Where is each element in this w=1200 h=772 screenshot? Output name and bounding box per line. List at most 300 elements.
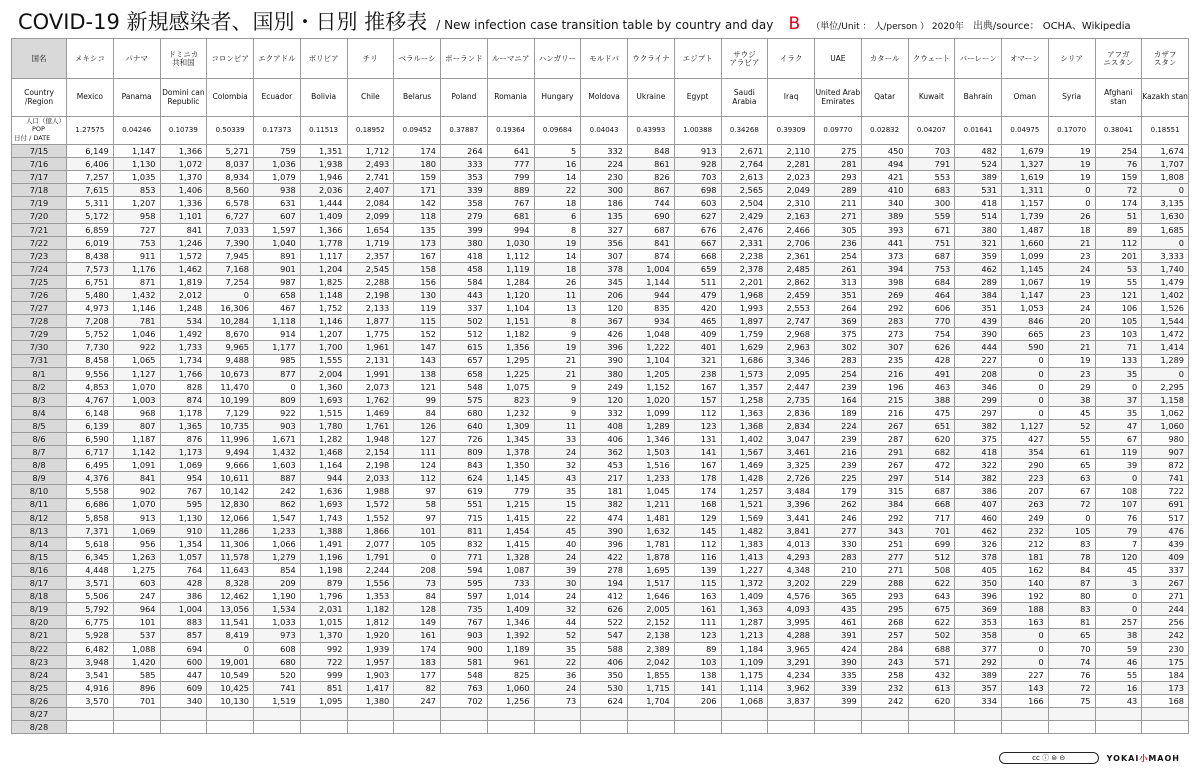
case-count-cell: 0 — [1002, 393, 1049, 406]
case-count-cell: 8 — [534, 223, 581, 236]
case-count-cell: 401 — [674, 341, 721, 354]
case-count-cell: 7,168 — [207, 262, 254, 275]
case-count-cell: 35 — [534, 642, 581, 655]
case-count-cell: 472 — [908, 459, 955, 472]
case-count-cell: 283 — [815, 550, 862, 563]
case-count-cell: 1,428 — [721, 472, 768, 485]
case-count-cell: 43 — [1095, 694, 1142, 707]
case-count-cell: 307 — [861, 341, 908, 354]
case-count-cell: 851 — [300, 681, 347, 694]
case-count-cell: 764 — [160, 564, 207, 577]
case-count-cell: 1,503 — [628, 446, 675, 459]
case-count-cell: 753 — [113, 236, 160, 249]
case-count-cell: 138 — [674, 668, 721, 681]
country-name-jp: カタール — [861, 39, 908, 79]
case-count-cell: 7,730 — [67, 341, 114, 354]
case-count-cell: 26 — [1048, 210, 1095, 223]
case-count-cell: 399 — [815, 694, 862, 707]
case-count-cell: 2,073 — [347, 380, 394, 393]
case-count-cell: 5 — [534, 145, 581, 158]
case-count-cell: 1,415 — [487, 537, 534, 550]
case-count-cell: 295 — [861, 603, 908, 616]
case-count-cell: 0 — [254, 380, 301, 393]
case-count-cell: 11 — [534, 289, 581, 302]
case-count-cell: 389 — [955, 668, 1002, 681]
case-count-cell: 1,104 — [628, 354, 675, 367]
case-count-cell: 658 — [254, 289, 301, 302]
case-count-cell: 279 — [441, 210, 488, 223]
case-count-cell: 7,390 — [207, 236, 254, 249]
case-count-cell: 350 — [955, 577, 1002, 590]
case-count-cell: 1,707 — [1142, 158, 1189, 171]
case-count-cell — [347, 708, 394, 721]
case-count-cell: 1,409 — [300, 210, 347, 223]
case-count-cell: 212 — [1002, 537, 1049, 550]
case-count-cell: 1,469 — [347, 406, 394, 419]
case-count-cell: 145 — [674, 524, 721, 537]
case-count-cell: 1,046 — [113, 328, 160, 341]
case-count-cell: 409 — [1142, 550, 1189, 563]
case-count-cell — [1002, 708, 1049, 721]
case-count-cell: 227 — [955, 354, 1002, 367]
case-count-cell: 332 — [581, 145, 628, 158]
case-count-cell: 441 — [861, 236, 908, 249]
case-count-cell: 373 — [861, 249, 908, 262]
case-count-cell: 1,311 — [1002, 184, 1049, 197]
table-row — [12, 655, 1189, 668]
case-count-cell: 907 — [1142, 446, 1189, 459]
case-count-cell: 11,306 — [207, 537, 254, 550]
case-count-cell: 163 — [674, 590, 721, 603]
case-count-cell: 3,484 — [768, 485, 815, 498]
case-count-cell: 38 — [1095, 629, 1142, 642]
case-count-cell: 40 — [534, 537, 581, 550]
case-count-cell: 44 — [534, 616, 581, 629]
case-count-cell: 534 — [160, 315, 207, 328]
case-count-cell: 357 — [955, 681, 1002, 694]
case-count-cell: 10,284 — [207, 315, 254, 328]
case-count-cell: 1,482 — [721, 524, 768, 537]
logo-part-b: 小 — [1139, 753, 1149, 763]
case-count-cell: 267 — [1142, 577, 1189, 590]
case-count-cell — [441, 721, 488, 734]
case-count-cell: 668 — [674, 249, 721, 262]
case-count-cell: 1,968 — [721, 289, 768, 302]
case-count-cell: 2,671 — [721, 145, 768, 158]
case-count-cell: 244 — [1142, 603, 1189, 616]
case-count-cell: 444 — [955, 341, 1002, 354]
case-count-cell: 19 — [534, 236, 581, 249]
case-count-cell: 1,791 — [347, 550, 394, 563]
transition-table — [11, 38, 1189, 734]
case-count-cell: 70 — [1048, 642, 1095, 655]
case-count-cell: 559 — [908, 210, 955, 223]
case-count-cell: 620 — [908, 433, 955, 446]
case-count-cell: 43 — [534, 472, 581, 485]
case-count-cell: 848 — [628, 145, 675, 158]
case-count-cell: 20 — [1048, 315, 1095, 328]
country-population: 0.04207 — [908, 117, 955, 145]
case-count-cell: 1,719 — [347, 236, 394, 249]
date-cell: 8/17 — [12, 577, 67, 590]
case-count-cell: 118 — [394, 210, 441, 223]
case-count-cell: 89 — [674, 642, 721, 655]
case-count-cell: 19 — [1048, 145, 1095, 158]
case-count-cell: 980 — [1142, 433, 1189, 446]
country-name-en: Iraq — [768, 79, 815, 117]
country-population: 0.09770 — [815, 117, 862, 145]
case-count-cell: 380 — [441, 236, 488, 249]
case-count-cell: 112 — [674, 406, 721, 419]
case-count-cell: 2,012 — [160, 289, 207, 302]
case-count-cell: 12,830 — [207, 498, 254, 511]
case-count-cell: 2,613 — [721, 171, 768, 184]
case-count-cell: 3,047 — [768, 433, 815, 446]
case-count-cell: 1,572 — [347, 498, 394, 511]
case-count-cell: 4,288 — [768, 629, 815, 642]
date-cell: 8/21 — [12, 629, 67, 642]
case-count-cell: 828 — [160, 380, 207, 393]
case-count-cell: 619 — [441, 485, 488, 498]
case-count-cell: 958 — [113, 210, 160, 223]
case-count-cell: 288 — [861, 577, 908, 590]
case-count-cell: 23 — [1048, 249, 1095, 262]
case-count-cell: 1,780 — [300, 419, 347, 432]
date-cell: 8/27 — [12, 708, 67, 721]
case-count-cell: 1,045 — [628, 485, 675, 498]
country-population: 0.19364 — [487, 117, 534, 145]
case-count-cell: 643 — [908, 590, 955, 603]
case-count-cell: 384 — [861, 498, 908, 511]
country-population: 1.00388 — [674, 117, 721, 145]
date-cell: 7/27 — [12, 302, 67, 315]
case-count-cell: 340 — [861, 197, 908, 210]
case-count-cell: 1,033 — [254, 616, 301, 629]
case-count-cell: 1,211 — [628, 498, 675, 511]
case-count-cell: 922 — [254, 406, 301, 419]
case-count-cell: 232 — [1002, 524, 1049, 537]
country-name-jp: ルーマニア — [487, 39, 534, 79]
case-count-cell: 1,409 — [721, 590, 768, 603]
case-count-cell: 682 — [908, 446, 955, 459]
case-count-cell: 781 — [113, 315, 160, 328]
case-count-cell — [160, 708, 207, 721]
date-cell: 8/16 — [12, 564, 67, 577]
case-count-cell: 684 — [908, 275, 955, 288]
case-count-cell: 225 — [815, 472, 862, 485]
case-count-cell: 1,020 — [628, 393, 675, 406]
case-count-cell: 175 — [1142, 655, 1189, 668]
case-count-cell: 8 — [534, 315, 581, 328]
case-count-cell: 2,288 — [347, 275, 394, 288]
case-count-cell: 326 — [955, 537, 1002, 550]
case-count-cell — [394, 721, 441, 734]
case-count-cell: 690 — [628, 210, 675, 223]
case-count-cell: 479 — [674, 289, 721, 302]
case-count-cell: 1,454 — [487, 524, 534, 537]
case-count-cell: 384 — [955, 289, 1002, 302]
case-count-cell: 476 — [1142, 524, 1189, 537]
case-count-cell: 1,148 — [300, 289, 347, 302]
country-population: 0.10739 — [160, 117, 207, 145]
case-count-cell: 3,202 — [768, 577, 815, 590]
header-row-pop — [12, 117, 1189, 145]
case-count-cell: 985 — [254, 354, 301, 367]
case-count-cell: 159 — [1095, 171, 1142, 184]
case-count-cell: 227 — [1002, 668, 1049, 681]
case-count-cell: 10,425 — [207, 681, 254, 694]
case-count-cell: 292 — [861, 302, 908, 315]
case-count-cell: 78 — [1048, 550, 1095, 563]
case-count-cell: 2,735 — [768, 393, 815, 406]
case-count-cell: 1,184 — [721, 642, 768, 655]
case-count-cell: 166 — [1002, 694, 1049, 707]
case-count-cell: 1,035 — [113, 171, 160, 184]
case-count-cell: 1,674 — [1142, 145, 1189, 158]
case-count-cell: 243 — [861, 655, 908, 668]
case-count-cell: 5,558 — [67, 485, 114, 498]
case-count-cell — [347, 721, 394, 734]
country-name-en: Syria — [1048, 79, 1095, 117]
case-count-cell: 624 — [441, 472, 488, 485]
case-count-cell: 1,402 — [721, 433, 768, 446]
case-count-cell: 1,178 — [160, 406, 207, 419]
case-count-cell: 5,480 — [67, 289, 114, 302]
case-count-cell: 421 — [861, 171, 908, 184]
case-count-cell: 2,447 — [768, 380, 815, 393]
case-count-cell: 9,666 — [207, 459, 254, 472]
case-count-cell: 24 — [534, 550, 581, 563]
case-count-cell: 1,739 — [1002, 210, 1049, 223]
case-count-cell: 254 — [1095, 145, 1142, 158]
case-count-cell: 5,618 — [67, 537, 114, 550]
case-count-cell: 168 — [1142, 694, 1189, 707]
case-count-cell: 149 — [394, 616, 441, 629]
case-count-cell: 224 — [581, 158, 628, 171]
case-count-cell: 551 — [441, 498, 488, 511]
case-count-cell: 124 — [394, 459, 441, 472]
case-count-cell: 1,988 — [347, 485, 394, 498]
case-count-cell: 2,836 — [768, 406, 815, 419]
case-count-cell: 1,468 — [300, 446, 347, 459]
table-row — [12, 328, 1189, 341]
case-count-cell: 21 — [1048, 341, 1095, 354]
case-count-cell: 396 — [581, 341, 628, 354]
table-row — [12, 197, 1189, 210]
table-row — [12, 393, 1189, 406]
case-count-cell: 475 — [908, 406, 955, 419]
case-count-cell: 11,643 — [207, 564, 254, 577]
case-count-cell: 1,289 — [628, 419, 675, 432]
case-count-cell: 121 — [394, 380, 441, 393]
case-count-cell: 1,569 — [721, 511, 768, 524]
case-count-cell: 1,072 — [160, 158, 207, 171]
date-cell: 7/31 — [12, 354, 67, 367]
case-count-cell: 891 — [254, 249, 301, 262]
case-count-cell: 1,487 — [1002, 223, 1049, 236]
case-count-cell: 330 — [815, 537, 862, 550]
case-count-cell: 19,001 — [207, 655, 254, 668]
case-count-cell: 1,069 — [113, 524, 160, 537]
case-count-cell: 900 — [441, 642, 488, 655]
case-count-cell — [300, 708, 347, 721]
case-count-cell — [861, 708, 908, 721]
table-row — [12, 354, 1189, 367]
country-population: 0.02832 — [861, 117, 908, 145]
case-count-cell: 2,133 — [347, 302, 394, 315]
case-count-cell: 547 — [581, 629, 628, 642]
case-count-cell: 239 — [815, 433, 862, 446]
case-count-cell: 52 — [1048, 419, 1095, 432]
case-count-cell: 671 — [908, 223, 955, 236]
date-cell: 8/28 — [12, 721, 67, 734]
case-count-cell: 1,130 — [113, 158, 160, 171]
case-count-cell: 1,363 — [721, 603, 768, 616]
date-cell: 7/29 — [12, 328, 67, 341]
case-count-cell: 358 — [441, 197, 488, 210]
case-count-cell: 130 — [394, 289, 441, 302]
case-count-cell: 922 — [113, 341, 160, 354]
case-count-cell: 1,205 — [628, 367, 675, 380]
case-count-cell: 115 — [674, 577, 721, 590]
case-count-cell: 24 — [534, 590, 581, 603]
case-count-cell: 123 — [674, 629, 721, 642]
case-count-cell: 835 — [628, 302, 675, 315]
case-count-cell — [1048, 721, 1095, 734]
case-count-cell: 351 — [815, 289, 862, 302]
case-count-cell: 7,371 — [67, 524, 114, 537]
country-population: 0.18952 — [347, 117, 394, 145]
table-row — [12, 498, 1189, 511]
country-population: 0.18551 — [1142, 117, 1189, 145]
case-count-cell: 210 — [815, 564, 862, 577]
case-count-cell: 82 — [394, 681, 441, 694]
table-row — [12, 629, 1189, 642]
corner-en: Country /Region — [12, 79, 67, 117]
country-population: 0.04246 — [113, 117, 160, 145]
case-count-cell: 1,547 — [254, 511, 301, 524]
case-count-cell: 6,149 — [67, 145, 114, 158]
case-count-cell: 108 — [1095, 485, 1142, 498]
case-count-cell: 7,129 — [207, 406, 254, 419]
case-count-cell: 0 — [1142, 236, 1189, 249]
case-count-cell: 256 — [1142, 616, 1189, 629]
case-count-cell: 6,495 — [67, 459, 114, 472]
date-cell: 7/18 — [12, 184, 67, 197]
case-count-cell: 105 — [1048, 524, 1095, 537]
case-count-cell: 4,448 — [67, 564, 114, 577]
case-count-cell: 1,781 — [628, 537, 675, 550]
case-count-cell: 179 — [815, 485, 862, 498]
case-count-cell — [487, 708, 534, 721]
case-count-cell: 733 — [487, 577, 534, 590]
case-count-cell: 791 — [908, 158, 955, 171]
case-count-cell: 232 — [861, 681, 908, 694]
case-count-cell: 73 — [534, 694, 581, 707]
case-count-cell: 112 — [1095, 236, 1142, 249]
case-count-cell: 2,968 — [768, 328, 815, 341]
case-count-cell: 2,407 — [347, 184, 394, 197]
case-count-cell: 297 — [861, 472, 908, 485]
case-count-cell: 1,761 — [347, 419, 394, 432]
case-count-cell: 207 — [1002, 485, 1049, 498]
case-count-cell: 45 — [1048, 406, 1095, 419]
case-count-cell — [254, 721, 301, 734]
case-count-cell: 1,413 — [721, 550, 768, 563]
case-count-cell: 588 — [581, 642, 628, 655]
case-count-cell: 2,005 — [628, 603, 675, 616]
table-row — [12, 694, 1189, 707]
table-row — [12, 367, 1189, 380]
case-count-cell: 1,991 — [347, 367, 394, 380]
table-row — [12, 642, 1189, 655]
case-count-cell: 914 — [254, 328, 301, 341]
case-count-cell: 337 — [441, 302, 488, 315]
case-count-cell: 928 — [674, 158, 721, 171]
case-count-cell: 167 — [674, 459, 721, 472]
case-count-cell: 462 — [955, 262, 1002, 275]
case-count-cell: 6,775 — [67, 616, 114, 629]
case-count-cell: 72 — [1095, 184, 1142, 197]
case-count-cell: 339 — [441, 184, 488, 197]
case-count-cell: 1,366 — [160, 145, 207, 158]
country-population: 0.39309 — [768, 117, 815, 145]
case-count-cell: 0 — [1002, 642, 1049, 655]
date-cell: 7/25 — [12, 275, 67, 288]
table-row — [12, 446, 1189, 459]
case-count-cell: 443 — [441, 289, 488, 302]
case-count-cell: 4,013 — [768, 537, 815, 550]
case-count-cell: 1,597 — [254, 223, 301, 236]
case-count-cell: 517 — [1142, 511, 1189, 524]
case-count-cell: 1,091 — [113, 459, 160, 472]
case-count-cell: 1,534 — [254, 603, 301, 616]
date-cell: 8/8 — [12, 459, 67, 472]
case-count-cell: 992 — [300, 642, 347, 655]
case-count-cell: 147 — [394, 341, 441, 354]
case-count-cell: 624 — [581, 694, 628, 707]
case-count-cell: 987 — [254, 275, 301, 288]
case-count-cell: 405 — [955, 564, 1002, 577]
case-count-cell: 1,095 — [300, 694, 347, 707]
country-name-en: Bolivia — [300, 79, 347, 117]
unit-label: （単位/Unit ： 人/person ） 2020年 — [811, 22, 964, 32]
case-count-cell: 811 — [441, 524, 488, 537]
case-count-cell: 1,775 — [347, 328, 394, 341]
case-count-cell: 156 — [394, 275, 441, 288]
case-count-cell: 299 — [955, 393, 1002, 406]
case-count-cell: 6,717 — [67, 446, 114, 459]
case-count-cell: 474 — [581, 511, 628, 524]
case-count-cell: 910 — [160, 524, 207, 537]
case-count-cell: 65 — [1048, 459, 1095, 472]
case-count-cell: 161 — [394, 629, 441, 642]
case-count-cell — [861, 721, 908, 734]
case-count-cell: 1,903 — [347, 668, 394, 681]
case-count-cell: 809 — [254, 393, 301, 406]
case-count-cell: 703 — [908, 145, 955, 158]
case-count-cell: 2,131 — [347, 354, 394, 367]
case-count-cell: 694 — [160, 642, 207, 655]
case-count-cell: 1,346 — [628, 433, 675, 446]
case-count-cell: 15 — [534, 498, 581, 511]
case-count-cell: 726 — [441, 433, 488, 446]
case-count-cell: 2,238 — [721, 249, 768, 262]
case-count-cell: 465 — [674, 315, 721, 328]
case-count-cell: 0 — [1048, 197, 1095, 210]
case-count-cell: 687 — [908, 249, 955, 262]
case-count-cell: 502 — [908, 629, 955, 642]
